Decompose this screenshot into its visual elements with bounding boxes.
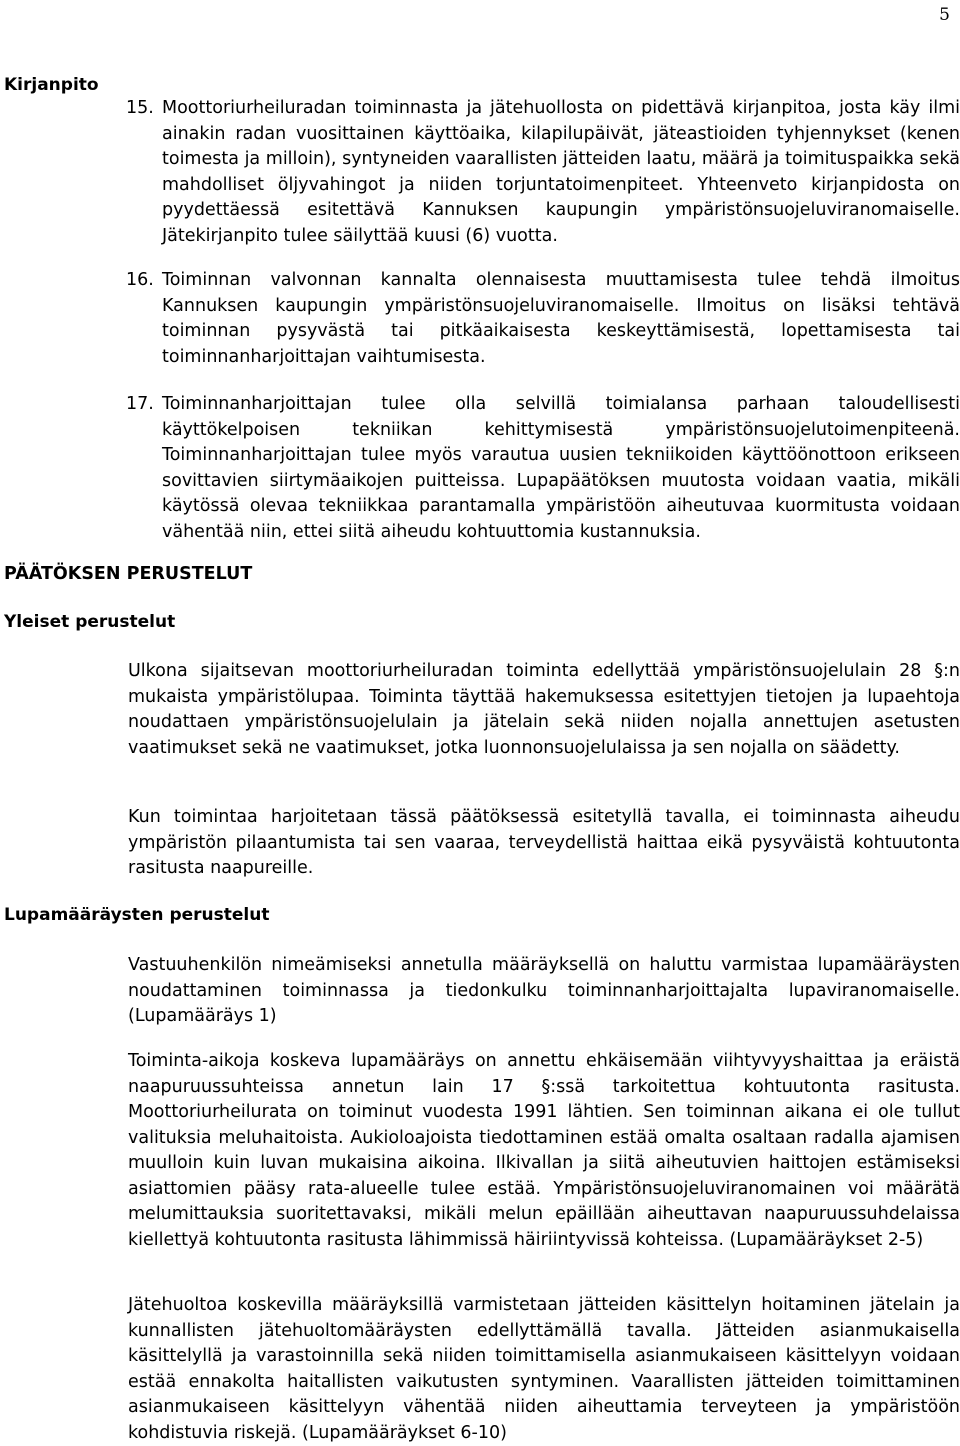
heading-kirjanpito: Kirjanpito — [4, 75, 99, 95]
list-item — [126, 392, 960, 545]
item-text: Moottoriurheiluradan toiminnasta ja jätehuollosta on pidettävä kirjanpitoa, josta käy ilmi ainakin radan vuosittainen käyttöaika, kilapilupäivät, jäteastioiden tyhjennykset (kenen toimesta ja milloin), syntyneiden vaarallisten jätteiden laatu, määrä ja toimituspaikka sekä mahdolliset öljyvahingot ja niiden torjuntatoimenpiteet. Yhteenveto kirjanpidosta on pyydettäessä esitettävä Kannuksen kaupungin ympäristönsuojeluviranomaiselle. Jätekirjanpito tulee säilyttää kuusi (6) vuotta. — [162, 98, 960, 246]
item-number: 15. — [126, 98, 154, 118]
paragraph-yleiset-2: Kun toimintaa harjoitetaan tässä päätöksessä esitetyllä tavalla, ei toiminnasta aiheudu ympäristön pilaantumista tai sen vaaraa, terveydellistä haittaa eikä pysyväistä kohtuutonta rasitusta naapureille. — [128, 807, 960, 878]
paragraph-lupamaaraysten-1: Vastuuhenkilön nimeämiseksi annetulla määräyksellä on haluttu varmistaa lupamääräysten noudattaminen toiminnassa ja tiedonkulku toiminnanharjoittajalta lupaviranomaiselle. (Lupamääräys 1) — [128, 955, 960, 1026]
heading-paatoksen-perustelut: PÄÄTÖKSEN PERUSTELUT — [4, 564, 253, 584]
paragraph-lupamaaraysten-2: Toiminta-aikoja koskeva lupamääräys on annettu ehkäisemään viihtyvyyshaittaa ja eräistä naapuruussuhteissa annetun lain 17 §:ssä tarkoitettua kohtuutonta rasitusta. Moottoriurheilurata on toiminut vuodesta 1991 lähtien. Sen toiminnan aikana ei ole tullut valituksia meluhaitoista. Aukioloajoista tiedottaminen estää omalta osaltaan radalla ajamisen muulloin kuin luvan mukaisina aikoina. Ilkivallan ja siitä aiheutuvien haittojen estämiseksi asiattomien pääsy rata-alueelle tulee estää. Ympäristönsuojeluviranomainen voi määrätä melumittauksia suoritettavaksi, mikäli melun epäillään aiheuttavan naapuruussuhdelaissa kiellettyä kohtuutonta rasitusta lähimmissä häiriintyvissä kohteissa. (Lupamääräykset 2-5) — [128, 1051, 960, 1250]
item-text: Toiminnanharjoittajan tulee olla selvillä toimialansa parhaan taloudellisesti käyttökelpoisen tekniikan kehittymisestä ympäristönsuojelutoimenpiteenä. Toiminnanharjoittajan tulee myös varautua uusien tekniikoiden käyttöönottoon erikseen sovittavien siirtymäaikojen puitteissa. Lupapäätöksen muutosta voidaan vaatia, mikäli käytössä olevaa tekniikkaa parantamalla ympäristöön aiheutuvaa kuormitusta voidaan vähentää niin, ettei siitä aiheudu kohtuuttomia kustannuksia. — [162, 394, 960, 542]
list-item — [126, 96, 960, 249]
heading-lupamaaraysten-perustelut: Lupamääräysten perustelut — [4, 905, 270, 925]
item-number: 17. — [126, 394, 154, 414]
page-number: 5 — [939, 5, 950, 25]
item-number: 16. — [126, 270, 154, 290]
list-item — [126, 268, 960, 370]
item-text: Toiminnan valvonnan kannalta olennaisesta muuttamisesta tulee tehdä ilmoitus Kannuksen kaupungin ympäristönsuojeluviranomaiselle. Ilmoitus on lisäksi tehtävä toiminnan pysyvästä tai pitkäaikaisesta keskeyttämisestä, lopettamisesta tai toiminnanharjoittajan vaihtumisesta. — [162, 270, 960, 367]
paragraph-lupamaaraysten-3: Jätehuoltoa koskevilla määräyksillä varmistetaan jätteiden käsittelyn hoitaminen jätelain ja kunnallisten jätehuoltomääräysten edellyttämällä tavalla. Jätteiden asianmukaisella käsittelyllä ja varastoinnilla sekä niiden toimittamisella asianmukaiseen käsittelyyn voidaan estää ennakolta haitallisten vaikutusten syntyminen. Vaarallisten jätteiden toimittaminen asianmukaiseen käsittelyyn vähentää niiden aiheuttamia terveyteen ja ympäristöön kohdistuvia riskejä. (Lupamääräykset 6-10) — [128, 1295, 960, 1443]
heading-yleiset-perustelut: Yleiset perustelut — [4, 612, 176, 632]
paragraph-yleiset-1: Ulkona sijaitsevan moottoriurheiluradan toiminta edellyttää ympäristönsuojelulain 28 §:n mukaista ympäristölupaa. Toiminta täyttää hakemuksessa esitettyjen tietojen ja lupaehtoja noudattaen ympäristönsuojelulain ja jätelain sekä niiden nojalla annettujen asetusten vaatimukset sekä ne vaatimukset, jotka luonnonsuojelulaissa ja sen nojalla on säädetty. — [128, 661, 960, 758]
